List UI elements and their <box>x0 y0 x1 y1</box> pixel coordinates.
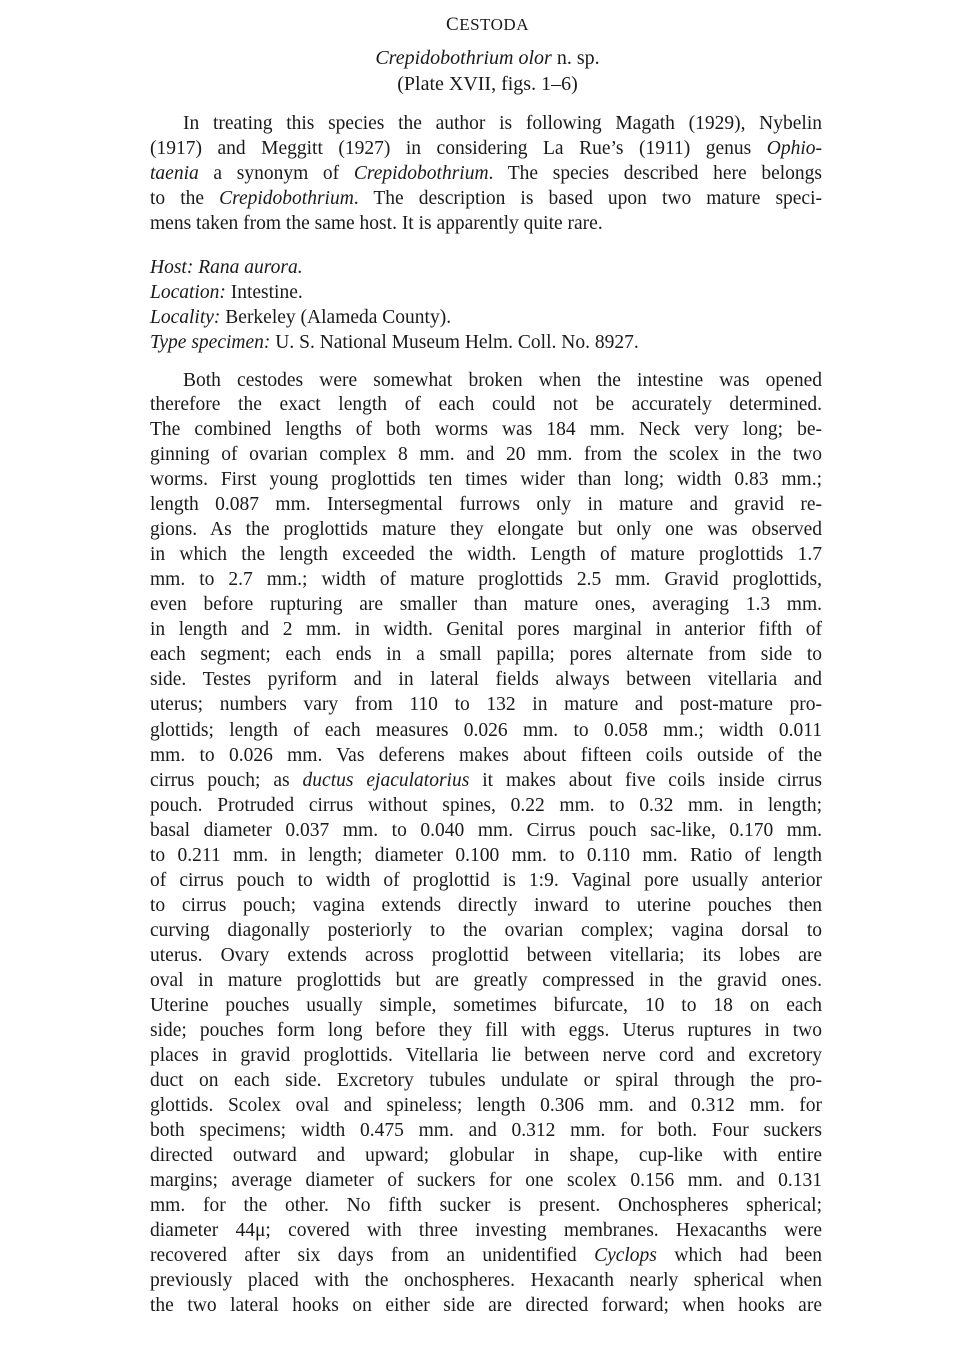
intro-line: mens taken from the same host. It is apparently quite rare. <box>150 213 603 234</box>
body-line: margins; average diameter of suckers for one scolex 0.156 mm. and 0.131 <box>150 1170 822 1191</box>
locality-value: Berkeley (Alameda County). <box>220 307 452 328</box>
body-line: mm. to 0.026 mm. Vas deferens makes about fifteen coils outside of the <box>150 745 822 766</box>
body-line: each segment; each ends in a small papilla; pores alternate from side to <box>150 644 822 665</box>
intro-text: a synonym of <box>198 163 354 184</box>
body-line: ginning of ovarian complex 8 mm. and 20 mm. from the scolex in the two <box>150 444 822 465</box>
body-line: Uterine pouches usually simple, sometimes bifurcate, 10 to 18 on each <box>150 995 822 1016</box>
body-line: curving diagonally posteriorly to the ovarian complex; vagina dorsal to <box>150 920 822 941</box>
body-line: oval in mature proglottids but are greatly compressed in the gravid ones. <box>150 970 822 991</box>
body-line: side; pouches form long before they fill with eggs. Uterus ruptures in two <box>150 1020 822 1041</box>
body-line: duct on each side. Excretory tubules undulate or spiral through the pro- <box>150 1070 822 1091</box>
body-line: therefore the exact length of each could not be accurately determined. <box>150 394 822 415</box>
species-suffix: n. sp. <box>551 47 600 69</box>
body-line: mm. to 2.7 mm.; width of mature proglottids 2.5 mm. Gravid proglottids, <box>150 569 822 590</box>
plate-reference: (Plate XVII, figs. 1–6) <box>397 73 578 95</box>
body-line: to cirrus pouch; vagina extends directly inward to uterine pouches then <box>150 895 822 916</box>
type-specimen-label: Type specimen: <box>150 332 271 353</box>
body-line: the two lateral hooks on either side are directed forward; when hooks are <box>150 1295 822 1316</box>
location-label: Location: <box>150 282 226 303</box>
heading-rest: ESTODA <box>459 15 529 34</box>
genus-ophiotaenia-cont: taenia <box>150 163 199 184</box>
body-line: directed outward and upward; globular in shape, cup-like with entire <box>150 1145 822 1166</box>
body-line: gions. As the proglottids mature they elongate but only one was observed <box>150 519 822 540</box>
body-line: in length and 2 mm. in width. Genital pores marginal in anterior fifth of <box>150 619 822 640</box>
body-line: Both cestodes were somewhat broken when the intestine was opened <box>183 370 822 391</box>
body-line: places in gravid proglottids. Vitellaria lie between nerve cord and excretory <box>150 1045 822 1066</box>
body-line: both specimens; width 0.475 mm. and 0.312 mm. for both. Four suckers <box>150 1120 822 1141</box>
body-line: basal diameter 0.037 mm. to 0.040 mm. Cirrus pouch sac-like, 0.170 mm. <box>150 820 822 841</box>
body-text: which had been <box>656 1245 823 1266</box>
intro-line <box>150 187 822 211</box>
intro-line: In treating this species the author is following Magath (1929), Nybelin <box>183 113 822 134</box>
location-entry <box>150 281 303 305</box>
species-title <box>0 47 975 70</box>
body-line: glottids; length of each measures 0.026 mm. to 0.058 mm.; width 0.011 <box>150 720 822 741</box>
body-line <box>150 1244 822 1268</box>
intro-line <box>150 137 822 161</box>
intro-text: . The species described here belongs <box>488 163 822 184</box>
body-line: diameter 44μ; covered with three investing membranes. Hexacanths were <box>150 1220 822 1241</box>
body-line: mm. for the other. No fifth sucker is present. Onchospheres spherical; <box>150 1195 822 1216</box>
type-specimen-entry <box>150 331 639 355</box>
body-line: side. Testes pyriform and in lateral fields always between vitellaria and <box>150 669 822 690</box>
host-entry <box>150 256 303 280</box>
intro-text: to the <box>150 188 220 209</box>
body-line: glottids. Scolex oval and spineless; length 0.306 mm. and 0.312 mm. for <box>150 1095 822 1116</box>
body-line: uterus. Ovary extends across proglottid between vitellaria; its lobes are <box>150 945 822 966</box>
genus-ophiotaenia: Ophio- <box>766 138 822 159</box>
heading-initial: C <box>446 14 460 35</box>
location-value: Intestine. <box>225 282 303 303</box>
locality-entry <box>150 306 451 330</box>
body-text: recovered after six days from an unidentified <box>150 1245 595 1266</box>
type-specimen-value: U. S. National Museum Helm. Coll. No. 8927. <box>270 332 639 353</box>
body-line: to 0.211 mm. in length; diameter 0.100 mm. to 0.110 mm. Ratio of length <box>150 845 822 866</box>
body-line: even before rupturing are smaller than mature ones, averaging 1.3 mm. <box>150 594 822 615</box>
term-ductus-ejaculatorius: ductus ejaculatorius <box>302 770 470 791</box>
host-label: Host: <box>150 257 194 278</box>
genus-crepidobothrium: Crepidobothrium <box>219 188 354 209</box>
intro-text: . The description is based upon two mature speci- <box>353 188 822 209</box>
body-line: of cirrus pouch to width of proglottid is 1:9. Vaginal pore usually anterior <box>150 870 822 891</box>
genus-crepidobothrium: Crepidobothrium <box>353 163 489 184</box>
body-line: in which the length exceeded the width. Length of mature proglottids 1.7 <box>150 544 822 565</box>
species-name: Crepidobothrium olor <box>375 47 552 69</box>
locality-label: Locality: <box>150 307 221 328</box>
body-line: pouch. Protruded cirrus without spines, 0.22 mm. to 0.32 mm. in length; <box>150 795 822 816</box>
body-text: it makes about five coils inside cirrus <box>469 770 822 791</box>
intro-text: (1917) and Meggitt (1927) in considering La Rue’s (1911) genus <box>150 138 767 159</box>
body-line: previously placed with the onchospheres. Hexacanth nearly spherical when <box>150 1270 822 1291</box>
body-line: worms. First young proglottids ten times wider than long; width 0.83 mm.; <box>150 469 822 490</box>
body-line: length 0.087 mm. Intersegmental furrows only in mature and gravid re- <box>150 494 822 515</box>
intro-line <box>150 162 822 186</box>
body-line <box>150 769 822 793</box>
host-value: Rana aurora. <box>198 257 303 278</box>
body-line: uterus; numbers vary from 110 to 132 in mature and post-mature pro- <box>150 694 822 715</box>
genus-cyclops: Cyclops <box>594 1245 657 1266</box>
section-heading <box>0 14 975 36</box>
body-text: cirrus pouch; as <box>150 770 303 791</box>
body-line: The combined lengths of both worms was 184 mm. Neck very long; be- <box>150 419 822 440</box>
